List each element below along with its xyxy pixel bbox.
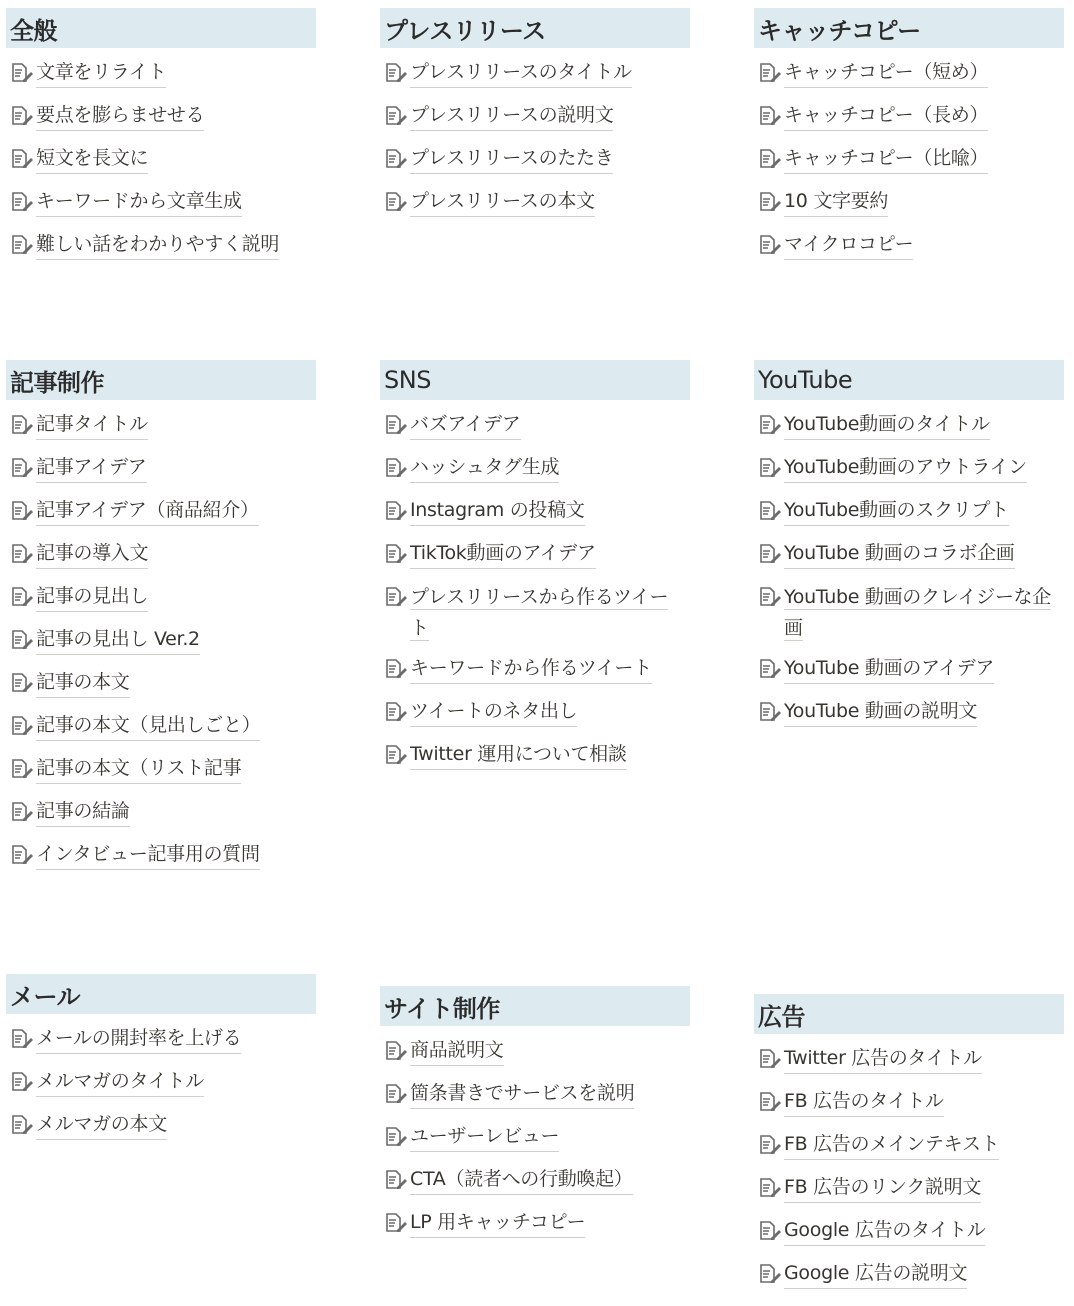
list-item[interactable]	[6, 1067, 316, 1110]
item-label[interactable]: 記事の導入文	[36, 539, 148, 569]
item-label[interactable]: キーワードから作るツイート	[410, 654, 652, 684]
list-item[interactable]	[754, 1044, 1064, 1087]
item-list	[6, 400, 316, 883]
item-list	[6, 48, 316, 273]
page-edit-icon	[384, 104, 410, 128]
section-title: YouTube	[754, 360, 1064, 400]
page-edit-icon	[10, 628, 36, 652]
page-edit-icon	[758, 413, 784, 437]
list-item[interactable]	[754, 230, 1064, 273]
page-edit-icon	[758, 233, 784, 257]
item-label[interactable]: 記事の本文（リスト記事	[36, 754, 241, 784]
section-general	[6, 8, 316, 273]
page-edit-icon	[384, 1211, 410, 1235]
page-edit-icon	[384, 1168, 410, 1192]
page-edit-icon	[10, 147, 36, 171]
list-item[interactable]	[380, 58, 690, 101]
list-item[interactable]	[6, 144, 316, 187]
section-title: 全般	[6, 8, 316, 48]
item-label[interactable]: メールの開封率を上げる	[36, 1024, 241, 1054]
item-label[interactable]: キャッチコピー（長め）	[784, 101, 988, 131]
item-label[interactable]: FB 広告のメインテキスト	[784, 1130, 999, 1160]
page-edit-icon	[384, 413, 410, 437]
item-label[interactable]: 記事の見出し Ver.2	[36, 625, 200, 655]
item-label[interactable]: 記事の本文（見出しごと）	[36, 711, 260, 741]
page-edit-icon	[758, 1047, 784, 1071]
section-ads	[754, 994, 1064, 1302]
list-item[interactable]	[754, 1259, 1064, 1302]
list-item[interactable]	[754, 1130, 1064, 1173]
item-label[interactable]: 記事アイデア	[36, 453, 147, 483]
page-edit-icon	[384, 190, 410, 214]
list-item[interactable]	[6, 410, 316, 453]
section-site	[380, 986, 690, 1251]
item-label[interactable]: 難しい話をわかりやすく説明	[36, 230, 279, 260]
page-edit-icon	[10, 542, 36, 566]
list-item[interactable]	[6, 840, 316, 883]
list-item[interactable]	[6, 754, 316, 797]
list-item[interactable]	[380, 1165, 690, 1208]
item-list	[754, 400, 1064, 740]
item-label[interactable]: YouTube 動画のコラボ企画	[784, 539, 1015, 569]
item-label[interactable]: YouTube 動画の説明文	[784, 697, 977, 727]
item-label[interactable]: YouTube動画のアウトライン	[784, 453, 1027, 483]
page-edit-icon	[10, 190, 36, 214]
item-label[interactable]: Google 広告の説明文	[784, 1259, 967, 1289]
list-item[interactable]	[6, 711, 316, 754]
page-edit-icon	[758, 1219, 784, 1243]
section-catchcopy	[754, 8, 1064, 273]
item-label[interactable]: YouTube動画のスクリプト	[784, 496, 1009, 526]
list-item[interactable]	[380, 1036, 690, 1079]
page-edit-icon	[758, 657, 784, 681]
list-item[interactable]	[754, 1173, 1064, 1216]
page-edit-icon	[758, 147, 784, 171]
list-item[interactable]	[380, 539, 690, 582]
list-item[interactable]	[380, 410, 690, 453]
page-edit-icon	[10, 1113, 36, 1137]
section-title: 記事制作	[6, 360, 316, 400]
page-edit-icon	[758, 585, 784, 609]
section-title: SNS	[380, 360, 690, 400]
section-sns	[380, 360, 690, 783]
section-article	[6, 360, 316, 883]
list-item[interactable]	[754, 582, 1064, 654]
item-label[interactable]: プレスリリースの本文	[410, 187, 595, 217]
page-edit-icon	[384, 61, 410, 85]
item-label[interactable]: メルマガのタイトル	[36, 1067, 204, 1097]
list-item[interactable]	[380, 1122, 690, 1165]
list-item[interactable]	[6, 230, 316, 273]
item-label[interactable]: メルマガの本文	[36, 1110, 167, 1140]
list-item[interactable]	[6, 1024, 316, 1067]
list-item[interactable]	[6, 58, 316, 101]
page-edit-icon	[758, 104, 784, 128]
page-edit-icon	[10, 585, 36, 609]
item-label[interactable]: 記事アイデア（商品紹介）	[36, 496, 259, 526]
list-item[interactable]	[754, 101, 1064, 144]
item-label[interactable]: Instagram の投稿文	[410, 496, 585, 526]
page-edit-icon	[758, 61, 784, 85]
list-item[interactable]	[6, 453, 316, 496]
page-edit-icon	[758, 700, 784, 724]
list-item[interactable]	[380, 582, 690, 654]
list-item[interactable]	[6, 496, 316, 539]
list-item[interactable]	[6, 668, 316, 711]
page-edit-icon	[758, 1176, 784, 1200]
list-item[interactable]	[6, 797, 316, 840]
list-item[interactable]	[754, 496, 1064, 539]
item-list	[754, 48, 1064, 273]
page-edit-icon	[10, 843, 36, 867]
page-edit-icon	[384, 1039, 410, 1063]
page-edit-icon	[758, 1090, 784, 1114]
section-press-release	[380, 8, 690, 230]
list-item[interactable]	[380, 187, 690, 230]
item-list	[380, 1026, 690, 1251]
item-label[interactable]: キャッチコピー（比喩）	[784, 144, 988, 174]
page-edit-icon	[10, 61, 36, 85]
list-item[interactable]	[754, 697, 1064, 740]
list-item[interactable]	[754, 539, 1064, 582]
section-title: 広告	[754, 994, 1064, 1034]
page-edit-icon	[384, 1082, 410, 1106]
list-item[interactable]	[6, 187, 316, 230]
item-label[interactable]: Twitter 広告のタイトル	[784, 1044, 982, 1074]
page-edit-icon	[10, 456, 36, 480]
list-item[interactable]	[380, 496, 690, 539]
item-label[interactable]: プレスリリースのタイトル	[410, 58, 632, 88]
list-item[interactable]	[380, 144, 690, 187]
page-edit-icon	[10, 1070, 36, 1094]
page-edit-icon	[10, 413, 36, 437]
item-label[interactable]: FB 広告のタイトル	[784, 1087, 944, 1117]
list-item[interactable]	[6, 582, 316, 625]
item-label[interactable]: Twitter 運用について相談	[410, 740, 627, 770]
list-item[interactable]	[380, 697, 690, 740]
item-label[interactable]: キーワードから文章生成	[36, 187, 242, 217]
page-edit-icon	[10, 714, 36, 738]
page-edit-icon	[10, 499, 36, 523]
page-edit-icon	[384, 585, 410, 609]
item-label[interactable]: 記事の結論	[36, 797, 130, 827]
page-edit-icon	[10, 104, 36, 128]
list-item[interactable]	[754, 1087, 1064, 1130]
section-title: キャッチコピー	[754, 8, 1064, 48]
page-edit-icon	[10, 757, 36, 781]
item-label[interactable]: YouTube 動画のクレイジーな企画	[784, 586, 1051, 639]
list-item[interactable]	[754, 453, 1064, 496]
page-edit-icon	[758, 456, 784, 480]
item-label[interactable]: バズアイデア	[410, 410, 521, 440]
list-item[interactable]	[380, 101, 690, 144]
item-label[interactable]: 記事タイトル	[36, 410, 148, 440]
page-edit-icon	[384, 1125, 410, 1149]
list-item[interactable]	[754, 1216, 1064, 1259]
page-edit-icon	[384, 542, 410, 566]
item-label[interactable]: LP 用キャッチコピー	[410, 1208, 585, 1238]
item-list	[6, 1014, 316, 1153]
list-item[interactable]	[380, 1208, 690, 1251]
list-item[interactable]	[380, 654, 690, 697]
list-item[interactable]	[6, 101, 316, 144]
list-item[interactable]	[6, 1110, 316, 1153]
item-label[interactable]: YouTube 動画のアイデア	[784, 654, 994, 684]
item-list	[380, 48, 690, 230]
item-label[interactable]: プレスリリースのたたき	[410, 144, 613, 174]
item-label[interactable]: ツイートのネタ出し	[410, 697, 577, 727]
item-label[interactable]: 短文を長文に	[36, 144, 148, 174]
item-label[interactable]: TikTok動画のアイデア	[410, 539, 596, 569]
list-item[interactable]	[380, 453, 690, 496]
item-label[interactable]: FB 広告のリンク説明文	[784, 1173, 981, 1203]
page-edit-icon	[10, 671, 36, 695]
list-item[interactable]	[380, 1079, 690, 1122]
item-label[interactable]: YouTube動画のタイトル	[784, 410, 990, 440]
section-title: サイト制作	[380, 986, 690, 1026]
item-label[interactable]: 要点を膨らませせる	[36, 101, 204, 131]
item-label[interactable]: インタビュー記事用の質問	[36, 840, 260, 870]
item-label[interactable]: Google 広告のタイトル	[784, 1216, 985, 1246]
list-item[interactable]	[754, 654, 1064, 697]
list-item[interactable]	[6, 539, 316, 582]
item-label[interactable]: プレスリリースの説明文	[410, 101, 613, 131]
page-edit-icon	[758, 542, 784, 566]
page-edit-icon	[10, 233, 36, 257]
page-edit-icon	[384, 147, 410, 171]
item-label[interactable]: ユーザーレビュー	[410, 1122, 559, 1152]
item-label-wrap	[410, 582, 682, 644]
section-mail	[6, 974, 316, 1153]
item-label[interactable]: ハッシュタグ生成	[410, 453, 559, 483]
page-edit-icon	[758, 1133, 784, 1157]
item-label[interactable]: プレスリリースから作るツイート	[410, 586, 669, 639]
page-edit-icon	[758, 190, 784, 214]
item-list	[380, 400, 690, 783]
item-label[interactable]: CTA（読者への行動喚起）	[410, 1165, 633, 1195]
page-edit-icon	[758, 499, 784, 523]
page-edit-icon	[758, 1262, 784, 1286]
page-edit-icon	[10, 1027, 36, 1051]
item-label[interactable]: 文章をリライト	[36, 58, 166, 88]
page-edit-icon	[384, 657, 410, 681]
item-label-wrap	[784, 582, 1056, 644]
page-edit-icon	[10, 800, 36, 824]
page-edit-icon	[384, 743, 410, 767]
section-title: メール	[6, 974, 316, 1014]
item-label[interactable]: 商品説明文	[410, 1036, 504, 1066]
item-label[interactable]: 箇条書きでサービスを説明	[410, 1079, 634, 1109]
list-item[interactable]	[754, 144, 1064, 187]
item-list	[754, 1034, 1064, 1302]
item-label[interactable]: 記事の本文	[36, 668, 130, 698]
list-item[interactable]	[754, 187, 1064, 230]
list-item[interactable]	[380, 740, 690, 783]
section-youtube	[754, 360, 1064, 740]
item-label[interactable]: 10 文字要約	[784, 187, 888, 217]
item-label[interactable]: キャッチコピー（短め）	[784, 58, 988, 88]
page-edit-icon	[384, 456, 410, 480]
list-item[interactable]	[754, 410, 1064, 453]
list-item[interactable]	[6, 625, 316, 668]
item-label[interactable]: マイクロコピー	[784, 230, 913, 260]
item-label[interactable]: 記事の見出し	[36, 582, 148, 612]
page-edit-icon	[384, 499, 410, 523]
page-edit-icon	[384, 700, 410, 724]
list-item[interactable]	[754, 58, 1064, 101]
section-title: プレスリリース	[380, 8, 690, 48]
